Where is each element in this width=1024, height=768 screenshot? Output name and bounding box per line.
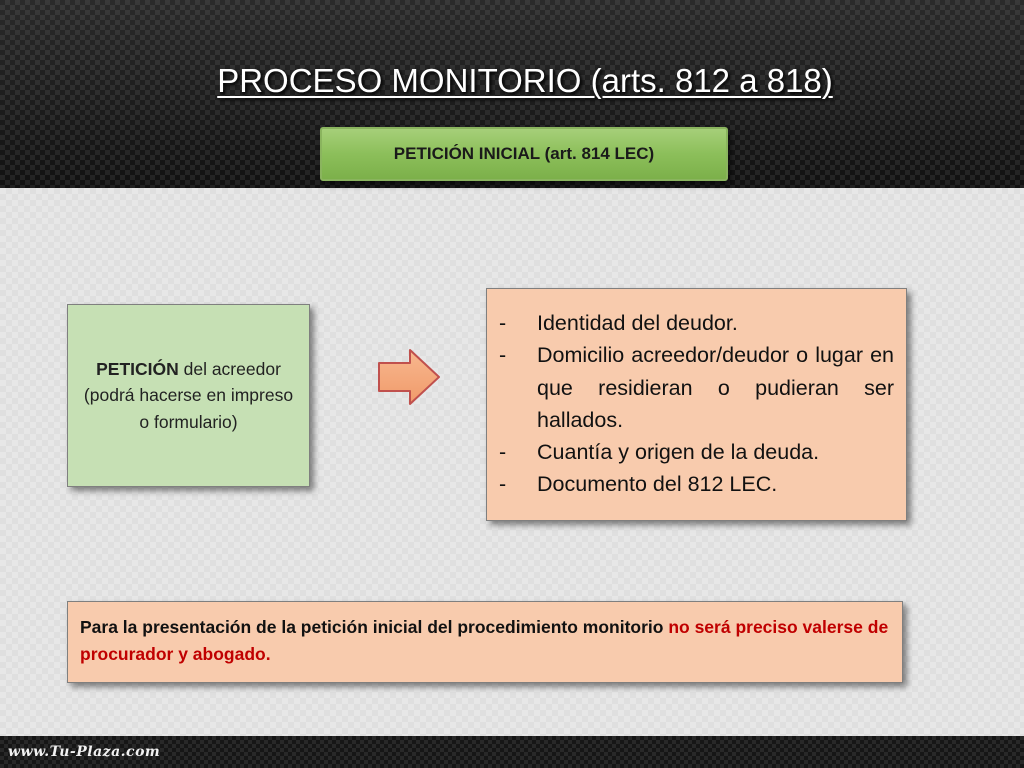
peticion-box [67,304,310,487]
section-header-box [320,127,728,181]
watermark-logo: www.Tu-Plaza.com [8,744,161,760]
slide-title: PROCESO MONITORIO (arts. 812 a 818) [217,62,833,99]
list-dash: - [499,311,507,335]
list-item [499,468,894,500]
peticion-text [80,356,297,435]
peticion-rest: del acreedor (podrá hacerse en impreso o formulario) [83,359,294,432]
list-item-text: Domicilio acreedor/deudor o lugar en que residieran o pudieran ser hallados. [537,343,894,432]
list-item-text: Cuantía y origen de la deuda. [537,440,820,464]
list-dash: - [499,343,507,368]
list-item-text: Identidad del deudor. [537,311,738,335]
requirements-list [486,288,907,521]
note-text: Para la presentación de la petición inicial del procedimiento monitorio [80,617,669,637]
list-item [499,307,894,339]
note-text-highlight: no será preciso valerse de procurador y abogado. [80,617,889,665]
note-box [67,601,903,683]
section-header-label: PETICIÓN INICIAL (art. 814 LEC) [393,144,655,163]
list-item [499,339,894,436]
right-arrow-icon [377,348,442,406]
list-dash: - [499,472,507,497]
list-item [499,436,894,468]
list-item-text: Documento del 812 LEC. [537,472,778,497]
peticion-bold: PETICIÓN [96,359,179,380]
list-dash: - [499,440,507,464]
